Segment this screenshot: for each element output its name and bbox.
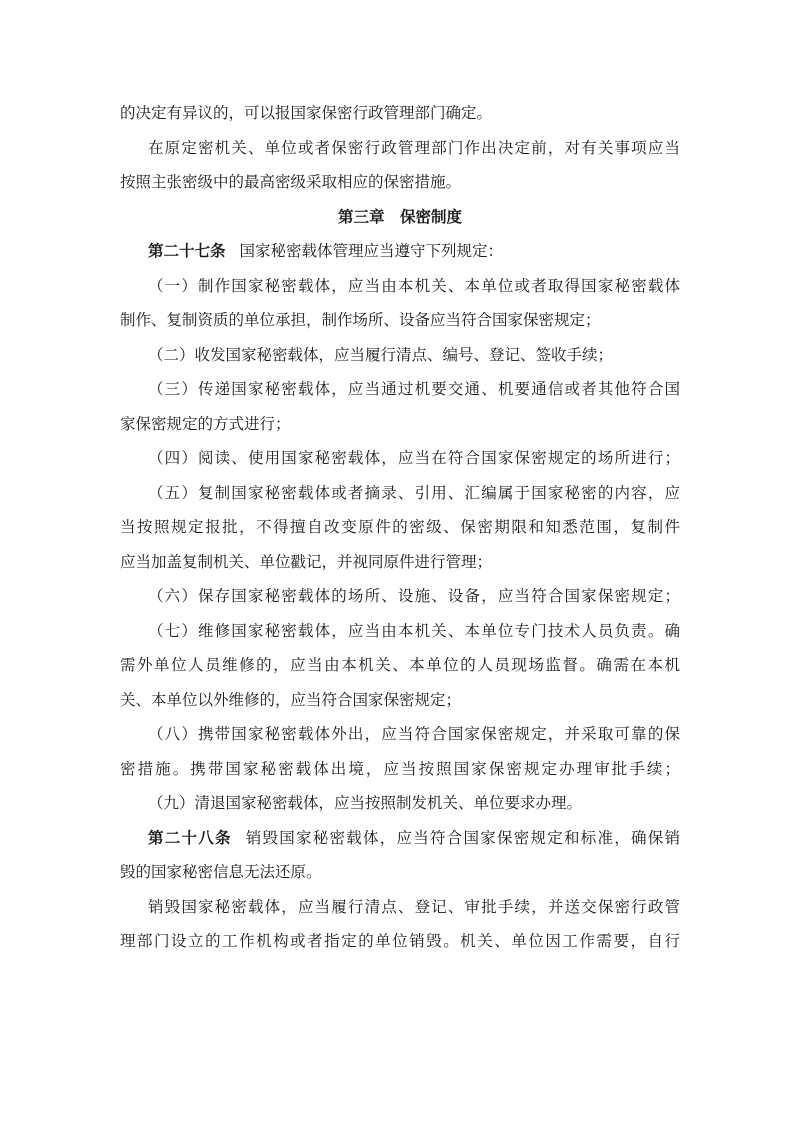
- item-1-line: （一）制作国家秘密载体，应当由本机关、本单位或者取得国家秘密载体: [148, 276, 680, 295]
- item-7-line: （七）维修国家秘密载体，应当由本机关、本单位专门技术人员负责。确: [148, 621, 680, 640]
- article-28-line: 毁的国家秘密信息无法还原。: [120, 863, 322, 881]
- item-4-line: （四）阅读、使用国家秘密载体，应当在符合国家保密规定的场所进行；: [148, 449, 680, 467]
- article-27-line: [120, 241, 680, 261]
- paragraph-line: 在原定密机关、单位或者保密行政管理部门作出决定前，对有关事项应当: [148, 138, 680, 157]
- article-28-label: 第二十八条: [148, 828, 232, 847]
- article-28-text: 销毁国家秘密载体，应当符合国家保密规定和标准，确保销: [245, 828, 680, 847]
- paragraph-line: 销毁国家秘密载体，应当履行清点、登记、审批手续，并送交保密行政管: [148, 897, 680, 916]
- item-3-line: 家保密规定的方式进行；: [120, 414, 291, 433]
- paragraph-line: 按照主张密级中的最高密级采取相应的保密措施。: [120, 173, 462, 191]
- item-2-line: （二）收发国家秘密载体，应当履行清点、编号、登记、签收手续；: [148, 345, 614, 364]
- chapter-title: 第三章 保密制度: [337, 207, 462, 226]
- item-6-line: （六）保存国家秘密载体的场所、设施、设备，应当符合国家保密规定；: [148, 587, 680, 605]
- item-7-line: 需外单位人员维修的，应当由本机关、本单位的人员现场监督。确需在本机: [120, 656, 680, 674]
- item-8-line: 密措施。携带国家秘密载体出境，应当按照国家保密规定办理审批手续；: [120, 759, 680, 778]
- item-9-line: （九）清退国家秘密载体，应当按照制发机关、单位要求办理。: [148, 794, 583, 812]
- article-28-line: [120, 828, 680, 848]
- item-5-line: 当按照规定报批，不得擅自改变原件的密级、保密期限和知悉范围，复制件: [120, 518, 680, 536]
- document-body: [120, 103, 680, 966]
- item-7-line: 关、本单位以外维修的，应当符合国家保密规定；: [120, 690, 462, 709]
- item-3-line: （三）传递国家秘密载体，应当通过机要交通、机要通信或者其他符合国: [148, 380, 680, 398]
- item-5-line: （五）复制国家秘密载体或者摘录、引用、汇编属于国家秘密的内容，应: [148, 483, 680, 502]
- item-5-line: 应当加盖复制机关、单位戳记，并视同原件进行管理；: [120, 552, 493, 571]
- article-27-text: 国家秘密载体管理应当遵守下列规定：: [239, 242, 504, 260]
- item-8-line: （八）携带国家秘密载体外出，应当符合国家保密规定，并采取可靠的保: [148, 725, 680, 743]
- item-1-line: 制作、复制资质的单位承担，制作场所、设备应当符合国家保密规定；: [120, 311, 601, 329]
- article-27-label: 第二十七条: [148, 242, 226, 260]
- paragraph-line: 的决定有异议的，可以报国家保密行政管理部门确定。: [120, 104, 493, 122]
- paragraph-line: 理部门设立的工作机构或者指定的单位销毁。机关、单位因工作需要，自行: [120, 932, 680, 950]
